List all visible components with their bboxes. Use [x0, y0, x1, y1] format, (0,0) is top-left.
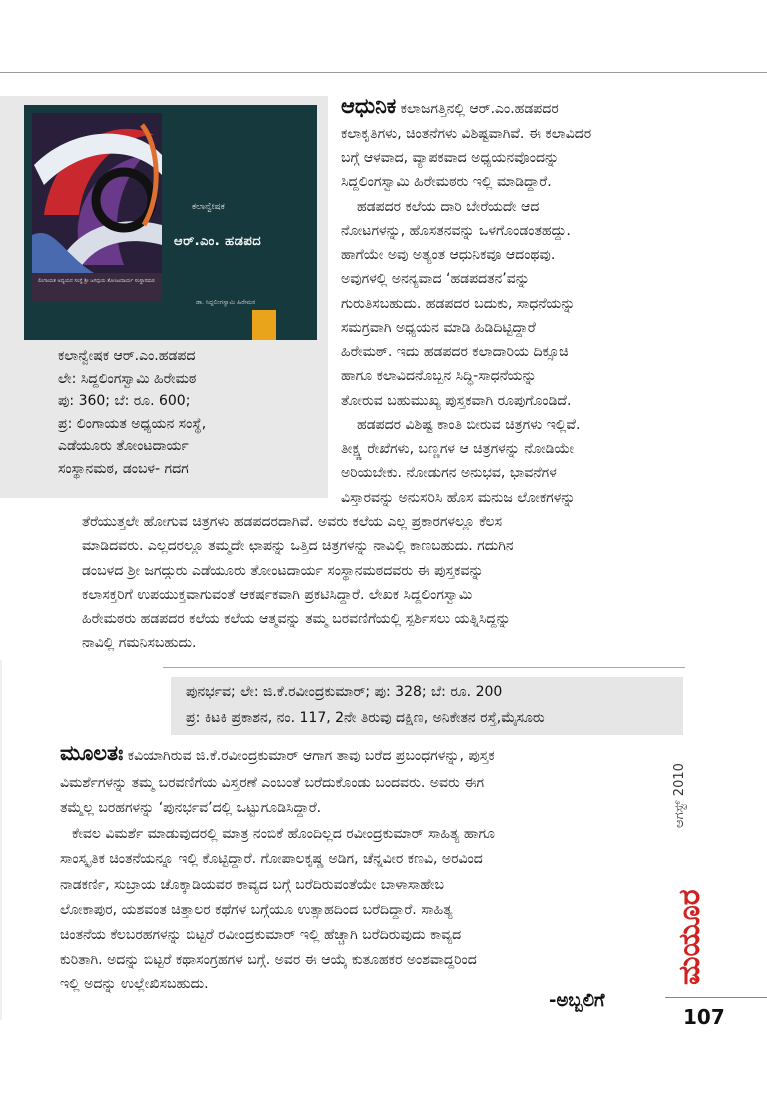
text-line: ನೋಟಗಳನ್ನು, ಹೊಸತನವನ್ನು ಒಳಗೊಂಡಂತಹದ್ದು.: [341, 223, 571, 239]
text-line: ಹಾಗೆಯೇ ಅವು ಅತ್ಯಂತ ಆಧುನಿಕವೂ ಆದಂಥವು.: [341, 247, 556, 263]
cover-artwork: [24, 105, 317, 340]
drop-word: ಮೂಲತಃ: [60, 741, 124, 765]
cover-subtitle: ಕಲಾನ್ವೇಷಕ: [192, 202, 225, 212]
text-line: ಬಗ್ಗೆ ಆಳವಾದ, ವ್ಯಾಪಕವಾದ ಅಧ್ಯಯನವೊಂದನ್ನು: [341, 150, 560, 166]
book-2-info-box: [171, 677, 683, 735]
text-line: ತೆರೆಯುತ್ತಲೇ ಹೋಗುವ ಚಿತ್ರಗಳು ಹಡಪದರದಾಗಿವೆ. ಅವರು ಕಲೆಯ ಎಲ್ಲ ಪ್ರಕಾರಗಳಲ್ಲೂ ಕೆಲಸ: [82, 514, 503, 530]
drop-word: ಆಧುನಿಕ: [341, 94, 397, 118]
page-edge: [0, 660, 2, 1020]
text-line: ಅರಿಯಬೇಕು. ನೋಡುಗನ ಅನುಭವ, ಭಾವನೆಗಳ: [341, 465, 557, 481]
caption-line: ಕಲಾನ್ವೇಷಕ ಆರ್.ಎಂ.ಹಡಪದ: [58, 348, 196, 364]
text-line: ಅವುಗಳಲ್ಲಿ ಅನನ್ಯವಾದ ‘ಹಡಪದತನ’ವನ್ನು: [341, 271, 530, 287]
text-line: ಸಿದ್ದಲಿಂಗಸ್ವಾಮಿ ಹಿರೇಮಠರು ಇಲ್ಲಿ ಮಾಡಿದ್ದಾರೆ.: [341, 174, 552, 190]
magazine-logo: ಮಯೂರ: [672, 889, 707, 985]
book-caption: [58, 345, 328, 480]
author-signoff: -ಅಬ್ಬಲಿಗೆ: [549, 990, 605, 1011]
text-line: ಹಡಪದರ ಕಲೆಯ ದಾರಿ ಬೇರೆಯದೇ ಆದ: [357, 199, 540, 215]
text-line: ಹಾಗೂ ಕಲಾವಿದನೊಬ್ಬನ ಸಿದ್ಧಿ-ಸಾಧನೆಯನ್ನು: [341, 368, 537, 384]
text-line: ಹಿರೇಮಠ್. ಇದು ಹಡಪದರ ಕಲಾದಾರಿಯ ದಿಕ್ಸೂಚಿ: [341, 344, 569, 360]
cover-title: ಆರ್.ಎಂ. ಹಡಪದ: [174, 234, 262, 249]
issue-date: ಆಗಸ್ಟ್ 2010: [672, 763, 687, 828]
text-line: ನಾಡಕರ್ಣಿ, ಸುಬ್ರಾಯ ಚೊಕ್ಕಾಡಿಯವರ ಕಾವ್ಯದ ಬಗ್ಗೆ ಬರೆದಿರುವಂತೆಯೇ ಬಾಳಾಸಾಹೇಬ: [60, 877, 445, 893]
info-line: ಪ್ರ: ಕಿಟಕಿ ಪ್ರಕಾಶನ, ನಂ. 117, 2ನೇ ತಿರುವು ದಕ್ಷಿಣ, ಅನಿಕೇತನ ರಸ್ತೆ,ಮೈಸೂರು: [186, 710, 545, 726]
text-line: ಮಾಡಿದವರು. ಎಲ್ಲದರಲ್ಲೂ ತಮ್ಮದೇ ಛಾಪನ್ನು ಒತ್ತಿದ ಚಿತ್ರಗಳನ್ನು ನಾವಿಲ್ಲಿ ಕಾಣಬಹುದು. ಗದುಗಿನ: [82, 538, 514, 554]
caption-line: ಸಂಸ್ಥಾನಮಠ, ಡಂಬಳ- ಗದಗ: [58, 460, 189, 477]
book-cover-image: [24, 105, 317, 340]
text-line: ಸಾಂಸ್ಕೃತಿಕ ಚಿಂತನೆಯನ್ನೂ ಇಲ್ಲಿ ಕೊಟ್ಟಿದ್ದಾರೆ. ಗೋಪಾಲಕೃಷ್ಣ ಅಡಿಗ, ಚೆನ್ನವೀರ ಕಣವಿ, ಅರವಿಂದ: [60, 851, 483, 867]
text-line: ಕೇವಲ ವಿಮರ್ಶೆ ಮಾಡುವುದರಲ್ಲಿ ಮಾತ್ರ ನಂಬಿಕೆ ಹೊಂದಿಲ್ಲದ ರವೀಂದ್ರಕುಮಾರ್ ಸಾಹಿತ್ಯ ಹಾಗೂ: [72, 826, 495, 842]
text-line: ತೀಕ್ಷ್ಣ ರೇಖೆಗಳು, ಬಣ್ಣಗಳ ಆ ಚಿತ್ರಗಳನ್ನು ನೋಡಿಯೇ: [341, 441, 575, 457]
article-1-first-line: [341, 95, 559, 120]
info-line: ಪುನರ್ಭವ; ಲೇ: ಜಿ.ಕೆ.ರವೀಂದ್ರಕುಮಾರ್; ಪು: 328; ಬೆ: ರೂ. 200: [186, 684, 503, 700]
text-line: ಹಿರೇಮಠರು ಹಡಪದರ ಕಲೆಯ ಕಲೆಯ ಆತ್ಮವನ್ನು ತಮ್ಮ ಬರವಣಿಗೆಯಲ್ಲಿ ಸ್ಪರ್ಶಿಸಲು ಯತ್ನಿಸಿದ್ದನ್ನು: [82, 611, 511, 627]
article-2-first-line: [60, 742, 495, 767]
text-line: ಡಂಬಳದ ಶ್ರೀ ಜಗದ್ಗುರು ಎಡೆಯೂರು ತೋಂಟದಾರ್ಯ ಸಂಸ್ಥಾನಮಠದವರು ಈ ಪುಸ್ತಕವನ್ನು: [82, 563, 484, 579]
caption-line: ಲೇ: ಸಿದ್ದಲಿಂಗಸ್ವಾಮಿ ಹಿರೇಮಠ: [58, 370, 197, 387]
text-line: ಇಲ್ಲಿ ಅದನ್ನು ಉಲ್ಲೇಖಿಸಬಹುದು.: [60, 976, 209, 992]
text-span: ಕವಿಯಾಗಿರುವ ಜಿ.ಕೆ.ರವೀಂದ್ರಕುಮಾರ್ ಆಗಾಗ ತಾವು ಬರೆದ ಪ್ರಬಂಧಗಳನ್ನು, ಪುಸ್ತಕ: [123, 748, 495, 764]
caption-line: ಪ್ರ: ಲಿಂಗಾಯತ ಅಧ್ಯಯನ ಸಂಸ್ಥೆ,: [58, 415, 207, 432]
caption-line: ಎಡೆಯೂರು ತೋಂಟದಾರ್ಯ: [58, 438, 189, 454]
text-line: ಗುರುತಿಸಬಹುದು. ಹಡಪದರ ಬದುಕು, ಸಾಧನೆಯನ್ನು: [341, 296, 576, 312]
text-line: ಸಮಗ್ರವಾಗಿ ಅಧ್ಯಯನ ಮಾಡಿ ಹಿಡಿದಿಟ್ಟಿದ್ದಾರೆ: [341, 320, 536, 336]
text-line: ಲೋಕಾಪುರ, ಯಶವಂತ ಚಿತ್ತಾಲರ ಕಥೆಗಳ ಬಗ್ಗೆಯೂ ಉತ್ಸಾಹದಿಂದ ಬರೆದಿದ್ದಾರೆ. ಸಾಹಿತ್ಯ: [60, 902, 453, 918]
top-rule: [0, 72, 767, 73]
text-line: ವಿಸ್ತಾರವನ್ನು ಅನುಸರಿಸಿ ಹೊಸ ಮನುಜ ಲೋಕಗಳನ್ನು: [341, 490, 576, 506]
text-line: ತಮ್ಮೆಲ್ಲ ಬರಹಗಳನ್ನು ‘ಪುನರ್ಭವ’ದಲ್ಲಿ ಒಟ್ಟುಗೂಡಿಸಿದ್ದಾರೆ.: [60, 800, 322, 816]
footer-rule: [665, 997, 767, 998]
text-line: ನಾವಿಲ್ಲಿ ಗಮನಿಸಬಹುದು.: [82, 635, 197, 651]
caption-line: ಪು: 360; ಬೆ: ರೂ. 600;: [58, 393, 191, 409]
text-line: ಕಲಾಸಕ್ತರಿಗೆ ಉಪಯುಕ್ತವಾಗುವಂತೆ ಆಕರ್ಷಕವಾಗಿ ಪ್ರಕಟಿಸಿದ್ದಾರೆ. ಲೇಖಕ ಸಿದ್ದಲಿಂಗಸ್ವಾಮಿ: [82, 587, 473, 603]
text-line: ಹಡಪದರ ವಿಶಿಷ್ಟ ಕಾಂತಿ ಬೀರುವ ಚಿತ್ರಗಳು ಇಲ್ಲಿವೆ.: [357, 417, 581, 433]
page-number: 107: [683, 1005, 725, 1029]
text-line: ತೋರುವ ಬಹುಮುಖ್ಯ ಪುಸ್ತಕವಾಗಿ ರೂಪುಗೊಂಡಿದೆ.: [341, 393, 572, 409]
text-line: ವಿಮರ್ಶೆಗಳನ್ನು ತಮ್ಮ ಬರವಣಿಗೆಯ ವಿಸ್ತರಣೆ ಎಂಬಂತೆ ಬರೆದುಕೊಂಡು ಬಂದವರು. ಅವರು ಈಗ: [60, 775, 485, 791]
text-line: ಚಿಂತನೆಯ ಕೆಲಬರಹಗಳನ್ನು ಬಿಟ್ಟರೆ ರವೀಂದ್ರಕುಮಾರ್ ಇಲ್ಲಿ ಹೆಚ್ಚಾಗಿ ಬರೆದಿರುವುದು ಕಾವ್ಯದ: [60, 927, 462, 943]
cover-accent-block: [252, 310, 276, 340]
cover-author: ಡಾ. ಸಿದ್ದಲಿಂಗಸ್ವಾಮಿ ಹಿರೇಮಠ: [196, 299, 256, 306]
text-line: ಕಲಾಕೃತಿಗಳು, ಚಿಂತನೆಗಳು ವಿಶಿಷ್ಟವಾಗಿವೆ. ಈ ಕಲಾವಿದರ: [341, 126, 592, 142]
section-divider: [163, 667, 685, 668]
text-span: ಕಲಾಜಗತ್ತಿನಲ್ಲಿ ಆರ್.ಎಂ.ಹಡಪದರ: [396, 101, 559, 117]
text-line: ಕುರಿತಾಗಿ. ಅದನ್ನು ಬಿಟ್ಟರೆ ಕಥಾಸಂಗ್ರಹಗಳ ಬಗ್ಗೆ. ಅವರ ಈ ಆಯ್ಕೆ ಕುತೂಹಕರ ಅಂಶವಾದ್ದರಿಂದ: [60, 952, 477, 968]
cover-publisher-text: ಲಿಂಗಾಯತ ಅಧ್ಯಯನ ಸಂಸ್ಥೆ ಶ್ರೀ ಜಗದ್ಗುರು ತೋಂಟದಾರ್ಯ ಸಂಸ್ಥಾನಮಠ: [38, 278, 155, 284]
